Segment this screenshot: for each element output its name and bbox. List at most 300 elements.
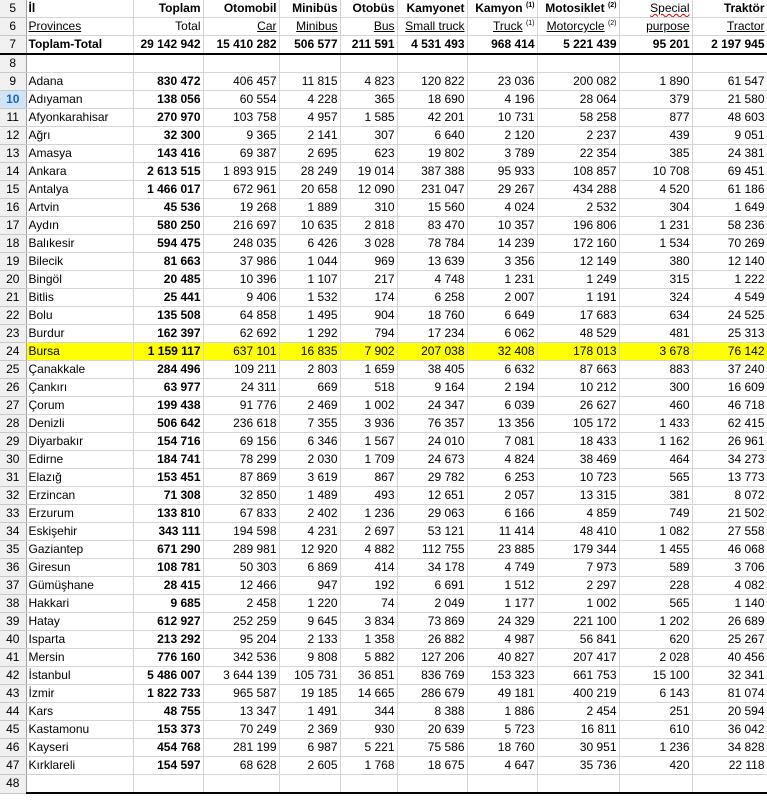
value-cell[interactable]: 1 002 [537, 595, 619, 613]
value-cell[interactable]: 19 268 [203, 199, 279, 217]
value-cell[interactable]: 1 649 [692, 199, 767, 217]
value-cell[interactable]: 29 063 [397, 505, 467, 523]
value-cell[interactable]: 252 259 [203, 613, 279, 631]
value-cell[interactable]: 75 586 [397, 739, 467, 757]
value-cell[interactable]: 30 951 [537, 739, 619, 757]
total-value-cell[interactable]: 63 977 [133, 379, 203, 397]
value-cell[interactable]: 22 118 [692, 757, 767, 775]
province-name-cell[interactable]: Ankara [26, 163, 133, 181]
total-cell[interactable]: 95 201 [619, 36, 692, 55]
total-value-cell[interactable]: 612 927 [133, 613, 203, 631]
total-value-cell[interactable]: 143 416 [133, 145, 203, 163]
header-cell[interactable]: Car [203, 18, 279, 36]
value-cell[interactable]: 4 228 [279, 91, 340, 109]
value-cell[interactable]: 23 885 [467, 541, 537, 559]
row-header[interactable]: 39 [0, 613, 26, 631]
value-cell[interactable]: 4 647 [467, 757, 537, 775]
value-cell[interactable]: 300 [619, 379, 692, 397]
value-cell[interactable]: 1 889 [279, 199, 340, 217]
value-cell[interactable]: 10 731 [467, 109, 537, 127]
value-cell[interactable]: 1 044 [279, 253, 340, 271]
value-cell[interactable]: 1 585 [340, 109, 397, 127]
empty-cell[interactable] [340, 775, 397, 794]
value-cell[interactable]: 15 560 [397, 199, 467, 217]
province-name-cell[interactable]: Bilecik [26, 253, 133, 271]
value-cell[interactable]: 12 651 [397, 487, 467, 505]
value-cell[interactable]: 221 100 [537, 613, 619, 631]
total-label-cell[interactable]: Toplam-Total [26, 36, 133, 55]
value-cell[interactable]: 174 [340, 289, 397, 307]
empty-cell[interactable] [340, 54, 397, 73]
province-name-cell[interactable]: Gümüşhane [26, 577, 133, 595]
value-cell[interactable]: 87 663 [537, 361, 619, 379]
row-header[interactable]: 31 [0, 469, 26, 487]
total-value-cell[interactable]: 1 466 017 [133, 181, 203, 199]
row-header[interactable]: 32 [0, 487, 26, 505]
row-header[interactable]: 6 [0, 18, 26, 36]
value-cell[interactable]: 49 181 [467, 685, 537, 703]
value-cell[interactable]: 38 469 [537, 451, 619, 469]
header-cell[interactable]: Minibus [279, 18, 340, 36]
value-cell[interactable]: 4 748 [397, 271, 467, 289]
province-name-cell[interactable]: Çankırı [26, 379, 133, 397]
row-header[interactable]: 41 [0, 649, 26, 667]
value-cell[interactable]: 236 618 [203, 415, 279, 433]
value-cell[interactable]: 24 010 [397, 433, 467, 451]
value-cell[interactable]: 6 649 [467, 307, 537, 325]
total-value-cell[interactable]: 284 496 [133, 361, 203, 379]
value-cell[interactable]: 69 387 [203, 145, 279, 163]
value-cell[interactable]: 1 231 [619, 217, 692, 235]
value-cell[interactable]: 64 858 [203, 307, 279, 325]
value-cell[interactable]: 7 355 [279, 415, 340, 433]
province-name-cell[interactable]: Denizli [26, 415, 133, 433]
value-cell[interactable]: 381 [619, 487, 692, 505]
value-cell[interactable]: 6 253 [467, 469, 537, 487]
value-cell[interactable]: 1 567 [340, 433, 397, 451]
value-cell[interactable]: 14 239 [467, 235, 537, 253]
empty-cell[interactable] [619, 54, 692, 73]
value-cell[interactable]: 365 [340, 91, 397, 109]
total-value-cell[interactable]: 506 642 [133, 415, 203, 433]
value-cell[interactable]: 34 273 [692, 451, 767, 469]
header-cell[interactable]: Toplam [133, 0, 203, 18]
row-header[interactable]: 16 [0, 199, 26, 217]
value-cell[interactable]: 1 082 [619, 523, 692, 541]
row-header[interactable]: 38 [0, 595, 26, 613]
value-cell[interactable]: 26 689 [692, 613, 767, 631]
empty-cell[interactable] [692, 775, 767, 794]
value-cell[interactable]: 9 051 [692, 127, 767, 145]
row-header[interactable]: 47 [0, 757, 26, 775]
value-cell[interactable]: 69 156 [203, 433, 279, 451]
province-name-cell[interactable]: Hatay [26, 613, 133, 631]
value-cell[interactable]: 179 344 [537, 541, 619, 559]
row-header[interactable]: 48 [0, 775, 26, 794]
value-cell[interactable]: 6 143 [619, 685, 692, 703]
province-name-cell[interactable]: Edirne [26, 451, 133, 469]
value-cell[interactable]: 48 529 [537, 325, 619, 343]
total-value-cell[interactable]: 671 290 [133, 541, 203, 559]
value-cell[interactable]: 95 204 [203, 631, 279, 649]
value-cell[interactable]: 1 292 [279, 325, 340, 343]
value-cell[interactable]: 67 833 [203, 505, 279, 523]
total-value-cell[interactable]: 270 970 [133, 109, 203, 127]
value-cell[interactable]: 2 297 [537, 577, 619, 595]
value-cell[interactable]: 877 [619, 109, 692, 127]
value-cell[interactable]: 324 [619, 289, 692, 307]
value-cell[interactable]: 83 470 [397, 217, 467, 235]
value-cell[interactable]: 196 806 [537, 217, 619, 235]
province-name-cell[interactable]: Erzincan [26, 487, 133, 505]
value-cell[interactable]: 153 323 [467, 667, 537, 685]
value-cell[interactable]: 434 288 [537, 181, 619, 199]
empty-cell[interactable] [397, 54, 467, 73]
value-cell[interactable]: 4 082 [692, 577, 767, 595]
value-cell[interactable]: 13 315 [537, 487, 619, 505]
value-cell[interactable]: 2 697 [340, 523, 397, 541]
value-cell[interactable]: 2 237 [537, 127, 619, 145]
value-cell[interactable]: 460 [619, 397, 692, 415]
value-cell[interactable]: 78 299 [203, 451, 279, 469]
total-value-cell[interactable]: 20 485 [133, 271, 203, 289]
total-value-cell[interactable]: 81 663 [133, 253, 203, 271]
province-name-cell[interactable]: Bitlis [26, 289, 133, 307]
value-cell[interactable]: 18 690 [397, 91, 467, 109]
value-cell[interactable]: 4 196 [467, 91, 537, 109]
value-cell[interactable]: 76 142 [692, 343, 767, 361]
province-name-cell[interactable]: Antalya [26, 181, 133, 199]
value-cell[interactable]: 32 341 [692, 667, 767, 685]
value-cell[interactable]: 379 [619, 91, 692, 109]
header-cell[interactable]: purpose [619, 18, 692, 36]
value-cell[interactable]: 46 718 [692, 397, 767, 415]
empty-cell[interactable] [279, 54, 340, 73]
total-value-cell[interactable]: 184 741 [133, 451, 203, 469]
total-cell[interactable]: 15 410 282 [203, 36, 279, 55]
value-cell[interactable]: 1 231 [467, 271, 537, 289]
value-cell[interactable]: 623 [340, 145, 397, 163]
value-cell[interactable]: 1 886 [467, 703, 537, 721]
value-cell[interactable]: 29 782 [397, 469, 467, 487]
value-cell[interactable]: 481 [619, 325, 692, 343]
value-cell[interactable]: 91 776 [203, 397, 279, 415]
province-name-cell[interactable]: Çorum [26, 397, 133, 415]
value-cell[interactable]: 4 024 [467, 199, 537, 217]
value-cell[interactable]: 669 [279, 379, 340, 397]
header-cell[interactable]: Traktör [692, 0, 767, 18]
value-cell[interactable]: 10 396 [203, 271, 279, 289]
value-cell[interactable]: 2 605 [279, 757, 340, 775]
row-header[interactable]: 14 [0, 163, 26, 181]
value-cell[interactable]: 414 [340, 559, 397, 577]
value-cell[interactable]: 17 683 [537, 307, 619, 325]
value-cell[interactable]: 420 [619, 757, 692, 775]
value-cell[interactable]: 16 835 [279, 343, 340, 361]
value-cell[interactable]: 637 101 [203, 343, 279, 361]
value-cell[interactable]: 26 961 [692, 433, 767, 451]
row-header[interactable]: 8 [0, 54, 26, 73]
value-cell[interactable]: 4 823 [340, 73, 397, 91]
province-name-cell[interactable]: Artvin [26, 199, 133, 217]
total-value-cell[interactable]: 32 300 [133, 127, 203, 145]
total-value-cell[interactable]: 45 536 [133, 199, 203, 217]
value-cell[interactable]: 13 347 [203, 703, 279, 721]
total-value-cell[interactable]: 594 475 [133, 235, 203, 253]
value-cell[interactable]: 634 [619, 307, 692, 325]
value-cell[interactable]: 4 520 [619, 181, 692, 199]
total-value-cell[interactable]: 153 373 [133, 721, 203, 739]
value-cell[interactable]: 21 580 [692, 91, 767, 109]
value-cell[interactable]: 380 [619, 253, 692, 271]
value-cell[interactable]: 178 013 [537, 343, 619, 361]
header-cell[interactable]: Motorcycle $^{(2)}$ [537, 18, 619, 36]
value-cell[interactable]: 1 512 [467, 577, 537, 595]
value-cell[interactable]: 304 [619, 199, 692, 217]
province-name-cell[interactable]: İstanbul [26, 667, 133, 685]
value-cell[interactable]: 7 902 [340, 343, 397, 361]
row-header[interactable]: 35 [0, 541, 26, 559]
header-cell[interactable]: Small truck [397, 18, 467, 36]
value-cell[interactable]: 289 981 [203, 541, 279, 559]
value-cell[interactable]: 16 609 [692, 379, 767, 397]
value-cell[interactable]: 9 365 [203, 127, 279, 145]
value-cell[interactable]: 70 269 [692, 235, 767, 253]
value-cell[interactable]: 6 869 [279, 559, 340, 577]
value-cell[interactable]: 76 357 [397, 415, 467, 433]
value-cell[interactable]: 749 [619, 505, 692, 523]
value-cell[interactable]: 34 178 [397, 559, 467, 577]
value-cell[interactable]: 6 632 [467, 361, 537, 379]
province-name-cell[interactable]: Adana [26, 73, 133, 91]
value-cell[interactable]: 1 358 [340, 631, 397, 649]
value-cell[interactable]: 12 149 [537, 253, 619, 271]
value-cell[interactable]: 23 036 [467, 73, 537, 91]
province-name-cell[interactable]: Kastamonu [26, 721, 133, 739]
value-cell[interactable]: 17 234 [397, 325, 467, 343]
value-cell[interactable]: 610 [619, 721, 692, 739]
value-cell[interactable]: 1 249 [537, 271, 619, 289]
value-cell[interactable]: 2 369 [279, 721, 340, 739]
value-cell[interactable]: 24 381 [692, 145, 767, 163]
row-header[interactable]: 13 [0, 145, 26, 163]
total-value-cell[interactable]: 454 768 [133, 739, 203, 757]
value-cell[interactable]: 1 236 [340, 505, 397, 523]
value-cell[interactable]: 2 695 [279, 145, 340, 163]
row-header[interactable]: 19 [0, 253, 26, 271]
total-value-cell[interactable]: 1 159 117 [133, 343, 203, 361]
value-cell[interactable]: 103 758 [203, 109, 279, 127]
value-cell[interactable]: 22 354 [537, 145, 619, 163]
value-cell[interactable]: 38 405 [397, 361, 467, 379]
value-cell[interactable]: 930 [340, 721, 397, 739]
value-cell[interactable]: 15 100 [619, 667, 692, 685]
province-name-cell[interactable]: Aydın [26, 217, 133, 235]
value-cell[interactable]: 6 062 [467, 325, 537, 343]
row-header[interactable]: 37 [0, 577, 26, 595]
value-cell[interactable]: 10 708 [619, 163, 692, 181]
value-cell[interactable]: 6 039 [467, 397, 537, 415]
total-value-cell[interactable]: 48 755 [133, 703, 203, 721]
value-cell[interactable]: 965 587 [203, 685, 279, 703]
row-header[interactable]: 17 [0, 217, 26, 235]
value-cell[interactable]: 40 827 [467, 649, 537, 667]
province-name-cell[interactable]: Bolu [26, 307, 133, 325]
empty-cell[interactable] [467, 775, 537, 794]
value-cell[interactable]: 11 414 [467, 523, 537, 541]
total-value-cell[interactable]: 133 810 [133, 505, 203, 523]
value-cell[interactable]: 5 882 [340, 649, 397, 667]
value-cell[interactable]: 9 406 [203, 289, 279, 307]
value-cell[interactable]: 794 [340, 325, 397, 343]
total-value-cell[interactable]: 153 451 [133, 469, 203, 487]
value-cell[interactable]: 56 841 [537, 631, 619, 649]
empty-cell[interactable] [279, 775, 340, 794]
header-cell[interactable]: Total [133, 18, 203, 36]
value-cell[interactable]: 6 346 [279, 433, 340, 451]
value-cell[interactable]: 21 502 [692, 505, 767, 523]
value-cell[interactable]: 947 [279, 577, 340, 595]
value-cell[interactable]: 27 558 [692, 523, 767, 541]
header-cell[interactable]: Otobüs [340, 0, 397, 18]
value-cell[interactable]: 406 457 [203, 73, 279, 91]
value-cell[interactable]: 248 035 [203, 235, 279, 253]
value-cell[interactable]: 1 107 [279, 271, 340, 289]
value-cell[interactable]: 281 199 [203, 739, 279, 757]
value-cell[interactable]: 20 658 [279, 181, 340, 199]
value-cell[interactable]: 344 [340, 703, 397, 721]
empty-cell[interactable] [537, 775, 619, 794]
value-cell[interactable]: 3 028 [340, 235, 397, 253]
province-name-cell[interactable]: Hakkari [26, 595, 133, 613]
value-cell[interactable]: 24 525 [692, 307, 767, 325]
empty-cell[interactable] [467, 54, 537, 73]
total-value-cell[interactable]: 138 056 [133, 91, 203, 109]
value-cell[interactable]: 13 356 [467, 415, 537, 433]
value-cell[interactable]: 10 212 [537, 379, 619, 397]
value-cell[interactable]: 28 249 [279, 163, 340, 181]
value-cell[interactable]: 24 329 [467, 613, 537, 631]
total-cell[interactable]: 2 197 945 [692, 36, 767, 55]
province-name-cell[interactable]: Eskişehir [26, 523, 133, 541]
value-cell[interactable]: 42 201 [397, 109, 467, 127]
row-header[interactable]: 15 [0, 181, 26, 199]
value-cell[interactable]: 7 973 [537, 559, 619, 577]
value-cell[interactable]: 36 042 [692, 721, 767, 739]
value-cell[interactable]: 25 313 [692, 325, 767, 343]
value-cell[interactable]: 1 140 [692, 595, 767, 613]
value-cell[interactable]: 58 258 [537, 109, 619, 127]
row-header[interactable]: 45 [0, 721, 26, 739]
value-cell[interactable]: 37 240 [692, 361, 767, 379]
total-cell[interactable]: 29 142 942 [133, 36, 203, 55]
value-cell[interactable]: 3 706 [692, 559, 767, 577]
value-cell[interactable]: 70 249 [203, 721, 279, 739]
total-value-cell[interactable]: 25 441 [133, 289, 203, 307]
value-cell[interactable]: 25 267 [692, 631, 767, 649]
value-cell[interactable]: 315 [619, 271, 692, 289]
empty-cell[interactable] [133, 775, 203, 794]
value-cell[interactable]: 19 802 [397, 145, 467, 163]
value-cell[interactable]: 12 920 [279, 541, 340, 559]
province-name-cell[interactable]: Giresun [26, 559, 133, 577]
value-cell[interactable]: 2 803 [279, 361, 340, 379]
value-cell[interactable]: 6 426 [279, 235, 340, 253]
value-cell[interactable]: 53 121 [397, 523, 467, 541]
value-cell[interactable]: 672 961 [203, 181, 279, 199]
value-cell[interactable]: 112 755 [397, 541, 467, 559]
value-cell[interactable]: 24 347 [397, 397, 467, 415]
row-header[interactable]: 11 [0, 109, 26, 127]
value-cell[interactable]: 9 164 [397, 379, 467, 397]
value-cell[interactable]: 6 258 [397, 289, 467, 307]
province-name-cell[interactable]: Kayseri [26, 739, 133, 757]
value-cell[interactable]: 62 415 [692, 415, 767, 433]
value-cell[interactable]: 4 824 [467, 451, 537, 469]
value-cell[interactable]: 3 356 [467, 253, 537, 271]
value-cell[interactable]: 1 002 [340, 397, 397, 415]
value-cell[interactable]: 1 236 [619, 739, 692, 757]
value-cell[interactable]: 464 [619, 451, 692, 469]
value-cell[interactable]: 78 784 [397, 235, 467, 253]
value-cell[interactable]: 4 859 [537, 505, 619, 523]
province-name-cell[interactable]: Kırklareli [26, 757, 133, 775]
province-name-cell[interactable]: Mersin [26, 649, 133, 667]
row-header[interactable]: 25 [0, 361, 26, 379]
value-cell[interactable]: 2 194 [467, 379, 537, 397]
value-cell[interactable]: 9 808 [279, 649, 340, 667]
total-value-cell[interactable]: 1 822 733 [133, 685, 203, 703]
row-header[interactable]: 10 [0, 91, 26, 109]
total-value-cell[interactable]: 213 292 [133, 631, 203, 649]
row-header[interactable]: 29 [0, 433, 26, 451]
row-header[interactable]: 40 [0, 631, 26, 649]
value-cell[interactable]: 95 933 [467, 163, 537, 181]
total-value-cell[interactable]: 9 685 [133, 595, 203, 613]
value-cell[interactable]: 24 673 [397, 451, 467, 469]
total-value-cell[interactable]: 5 486 007 [133, 667, 203, 685]
province-name-cell[interactable]: Isparta [26, 631, 133, 649]
value-cell[interactable]: 12 090 [340, 181, 397, 199]
total-value-cell[interactable]: 580 250 [133, 217, 203, 235]
total-cell[interactable]: 5 221 439 [537, 36, 619, 55]
header-cell[interactable]: İl [26, 0, 133, 18]
value-cell[interactable]: 6 166 [467, 505, 537, 523]
value-cell[interactable]: 13 639 [397, 253, 467, 271]
row-header[interactable]: 28 [0, 415, 26, 433]
value-cell[interactable]: 19 185 [279, 685, 340, 703]
value-cell[interactable]: 1 768 [340, 757, 397, 775]
value-cell[interactable]: 14 665 [340, 685, 397, 703]
value-cell[interactable]: 2 458 [203, 595, 279, 613]
value-cell[interactable]: 1 191 [537, 289, 619, 307]
value-cell[interactable]: 2 402 [279, 505, 340, 523]
value-cell[interactable]: 48 603 [692, 109, 767, 127]
header-cell[interactable]: Otomobil [203, 0, 279, 18]
value-cell[interactable]: 1 491 [279, 703, 340, 721]
row-header[interactable]: 44 [0, 703, 26, 721]
total-value-cell[interactable]: 2 613 515 [133, 163, 203, 181]
value-cell[interactable]: 661 753 [537, 667, 619, 685]
row-header[interactable]: 12 [0, 127, 26, 145]
header-cell[interactable]: Provinces [26, 18, 133, 36]
value-cell[interactable]: 867 [340, 469, 397, 487]
header-cell[interactable]: Minibüs [279, 0, 340, 18]
value-cell[interactable]: 192 [340, 577, 397, 595]
row-header[interactable]: 20 [0, 271, 26, 289]
province-name-cell[interactable]: Burdur [26, 325, 133, 343]
value-cell[interactable]: 32 850 [203, 487, 279, 505]
